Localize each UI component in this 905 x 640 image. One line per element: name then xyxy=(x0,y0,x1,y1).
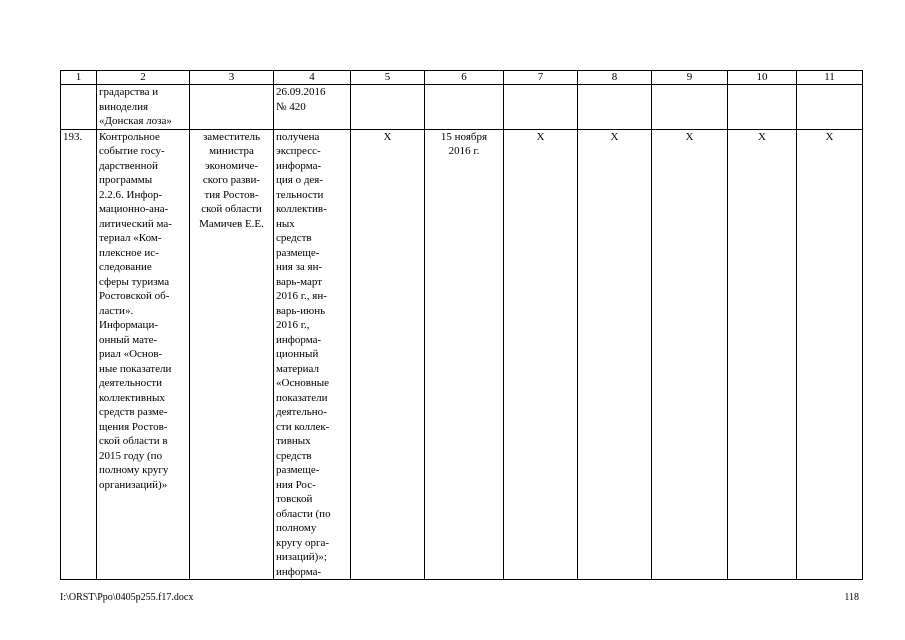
cell-col9: Х xyxy=(652,129,728,580)
table-row-continued xyxy=(61,85,863,130)
footer-file-path: I:\ORST\Ppo\0405p255.f17.docx xyxy=(60,592,194,603)
cell-result: получена экспресс- информа- ция о дея- тельности коллектив- ных средств размеще- ния за ян- варь-март 2016 г., ян- варь-июнь 2016 г., информа- ционный материал «Основные показатели деятельно- сти коллек- тивных средств размеще- ния Рос- товской области (по полному кругу орга- низаций)»; информа- xyxy=(274,129,351,580)
cell-col8: Х xyxy=(578,129,652,580)
cell-col11 xyxy=(797,85,863,130)
cell-number xyxy=(61,85,97,130)
column-header-7: 7 xyxy=(504,71,578,85)
cell-col6 xyxy=(425,85,504,130)
cell-responsible xyxy=(190,85,274,130)
column-header-4: 4 xyxy=(274,71,351,85)
column-header-6: 6 xyxy=(425,71,504,85)
cell-col5: Х xyxy=(351,129,425,580)
cell-responsible: заместитель министра экономиче- ского разви- тия Ростов- ской области Мамичев Е.Е. xyxy=(190,129,274,580)
page-number: 118 xyxy=(844,592,859,603)
cell-col10: Х xyxy=(728,129,797,580)
cell-col8 xyxy=(578,85,652,130)
cell-number: 193. xyxy=(61,129,97,580)
cell-event-name: Контрольное событие госу- дарственной программы 2.2.6. Инфор- мационно-ана- литический ма- териал «Ком- плексное ис- следование сферы туризма Ростовской об- ласти». Информаци- онный мате- риал «Основ- ные показатели деятельности коллективных средств разме- щения Ростов- ской области в 2015 году (по полному кругу организаций)» xyxy=(97,129,190,580)
column-header-5: 5 xyxy=(351,71,425,85)
column-header-8: 8 xyxy=(578,71,652,85)
cell-col10 xyxy=(728,85,797,130)
cell-col6: 15 ноября 2016 г. xyxy=(425,129,504,580)
cell-col5 xyxy=(351,85,425,130)
column-header-3: 3 xyxy=(190,71,274,85)
cell-col7: Х xyxy=(504,129,578,580)
column-header-9: 9 xyxy=(652,71,728,85)
cell-event-name: градарства и виноделия «Донская лоза» xyxy=(97,85,190,130)
cell-col9 xyxy=(652,85,728,130)
column-header-10: 10 xyxy=(728,71,797,85)
cell-col11: Х xyxy=(797,129,863,580)
document-table xyxy=(60,70,863,580)
column-header-11: 11 xyxy=(797,71,863,85)
column-header-1: 1 xyxy=(61,71,97,85)
table-row-193 xyxy=(61,129,863,580)
cell-col7 xyxy=(504,85,578,130)
column-number-row xyxy=(61,71,863,85)
cell-result: 26.09.2016 № 420 xyxy=(274,85,351,130)
column-header-2: 2 xyxy=(97,71,190,85)
